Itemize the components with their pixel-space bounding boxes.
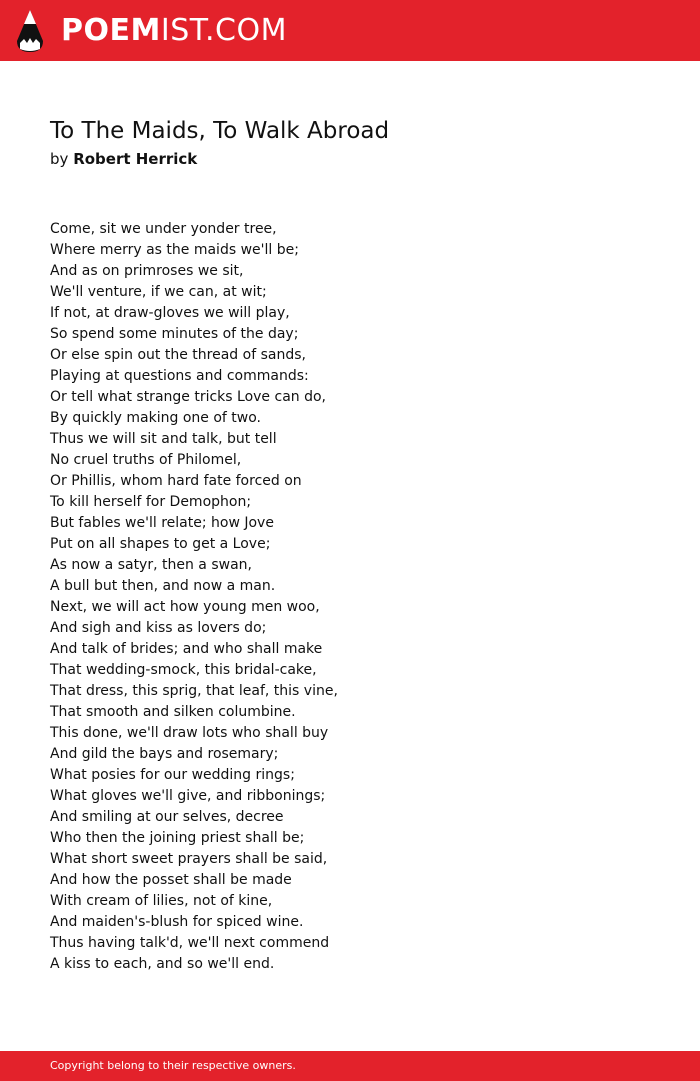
poem-line: What posies for our wedding rings; <box>50 767 295 783</box>
by-label: by <box>50 150 69 168</box>
poem-line: Or tell what strange tricks Love can do, <box>50 389 326 405</box>
poem-line: This done, we'll draw lots who shall buy <box>50 725 329 741</box>
logo-text-bold: POEM <box>61 13 161 48</box>
poem-line: Put on all shapes to get a Love; <box>50 536 271 552</box>
poem-line: We'll venture, if we can, at wit; <box>50 284 267 300</box>
footer-bar <box>0 1051 700 1081</box>
poem-line: Or else spin out the thread of sands, <box>50 347 306 363</box>
site-logo-text <box>61 9 287 53</box>
byline <box>50 148 197 170</box>
poem-line: Playing at questions and commands: <box>50 368 309 384</box>
poem-title: To The Maids, To Walk Abroad <box>50 118 390 144</box>
poem-line: That dress, this sprig, that leaf, this vine, <box>50 683 338 699</box>
poem-line: To kill herself for Demophon; <box>50 494 252 510</box>
poem-line: Or Phillis, whom hard fate forced on <box>50 473 302 489</box>
site-logo[interactable] <box>16 9 287 53</box>
copyright-notice: Copyright belong to their respective owners. <box>50 1059 296 1072</box>
pencil-tip-icon <box>16 9 44 53</box>
poem-line: And talk of brides; and who shall make <box>50 641 323 657</box>
logo-text-light: IST.COM <box>160 13 287 48</box>
poem-line: Thus we will sit and talk, but tell <box>50 431 277 447</box>
poem-line: As now a satyr, then a swan, <box>50 557 252 573</box>
poem-line: By quickly making one of two. <box>50 410 261 426</box>
poem-line: And gild the bays and rosemary; <box>50 746 279 762</box>
poem-line: No cruel truths of Philomel, <box>50 452 242 468</box>
poem-line: A kiss to each, and so we'll end. <box>50 956 275 972</box>
poem-line: Who then the joining priest shall be; <box>50 830 305 846</box>
poem-line: That smooth and silken columbine. <box>50 704 296 720</box>
poem-line: What gloves we'll give, and ribbonings; <box>50 788 326 804</box>
header-bar <box>0 0 700 61</box>
poem-line: So spend some minutes of the day; <box>50 326 299 342</box>
poem-line: That wedding-smock, this bridal-cake, <box>50 662 317 678</box>
poem-line: And as on primroses we sit, <box>50 263 244 279</box>
poem-line: And smiling at our selves, decree <box>50 809 284 825</box>
poem-line: Where merry as the maids we'll be; <box>50 242 299 258</box>
poem-body <box>50 219 338 975</box>
poem-line: What short sweet prayers shall be said, <box>50 851 328 867</box>
author-name: Robert Herrick <box>73 150 198 168</box>
poem-line: Come, sit we under yonder tree, <box>50 221 277 237</box>
poem-line: A bull but then, and now a man. <box>50 578 276 594</box>
poem-line: If not, at draw-gloves we will play, <box>50 305 290 321</box>
poem-line: Next, we will act how young men woo, <box>50 599 320 615</box>
poem-line: With cream of lilies, not of kine, <box>50 893 273 909</box>
poem-line: And how the posset shall be made <box>50 872 292 888</box>
poem-line: And maiden's-blush for spiced wine. <box>50 914 304 930</box>
poem-line: And sigh and kiss as lovers do; <box>50 620 267 636</box>
poem-line: But fables we'll relate; how Jove <box>50 515 274 531</box>
poem-line: Thus having talk'd, we'll next commend <box>50 935 330 951</box>
